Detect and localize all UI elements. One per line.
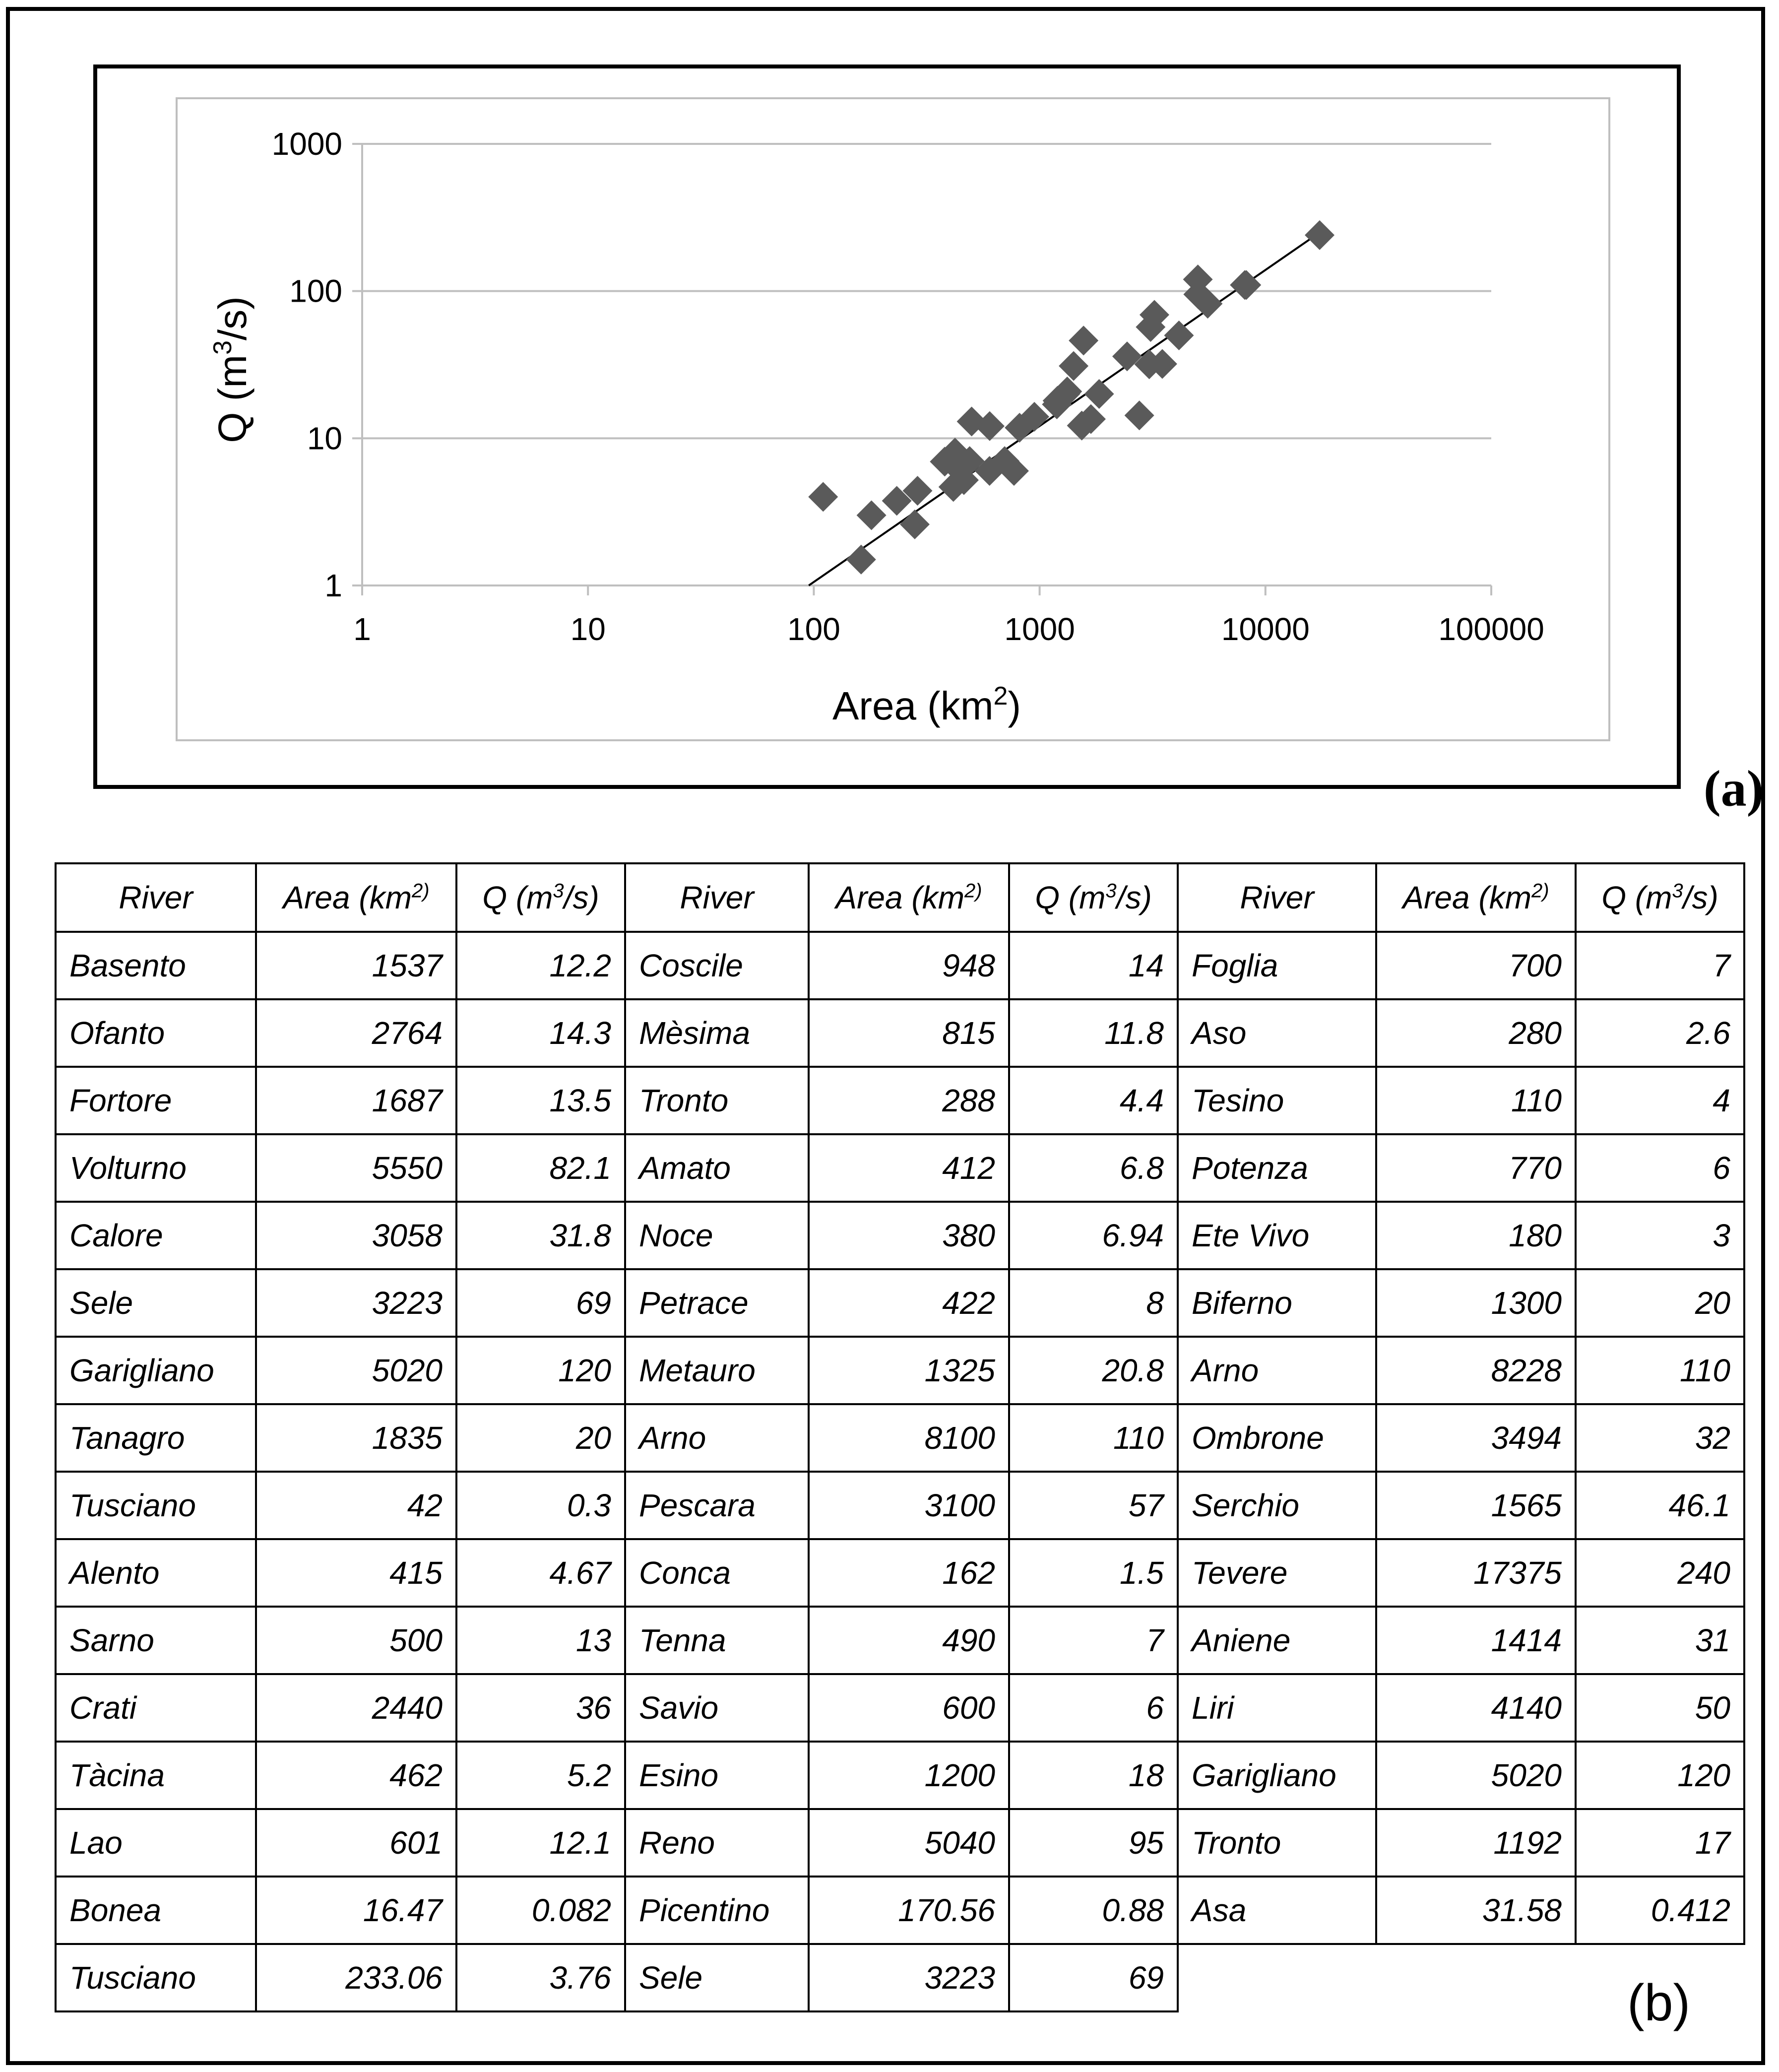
- river-name-cell: Calore: [56, 1202, 256, 1269]
- q-cell: 110: [1009, 1404, 1178, 1472]
- q-cell: 6: [1009, 1674, 1178, 1742]
- area-cell: 3058: [256, 1202, 456, 1269]
- area-cell: 815: [809, 999, 1009, 1067]
- q-cell: 6.94: [1009, 1202, 1178, 1269]
- table-row: [56, 1134, 1744, 1202]
- q-cell: 0.412: [1576, 1877, 1744, 1944]
- table-row: [56, 1269, 1744, 1337]
- q-cell: 12.2: [456, 932, 625, 999]
- river-name-cell: Picentino: [625, 1877, 809, 1944]
- table-row: [56, 1472, 1744, 1539]
- q-cell: 95: [1009, 1809, 1178, 1877]
- x-tick-label-1: 1: [353, 611, 371, 647]
- q-cell: 17: [1576, 1809, 1744, 1877]
- river-name-cell: Arno: [1178, 1337, 1376, 1404]
- table-row: [56, 1742, 1744, 1809]
- river-name-cell: Fortore: [56, 1067, 256, 1134]
- q-cell: 6: [1576, 1134, 1744, 1202]
- table-row: [56, 932, 1744, 999]
- river-name-cell: Tenna: [625, 1607, 809, 1674]
- river-name-cell: Lao: [56, 1809, 256, 1877]
- area-cell: 1565: [1376, 1472, 1576, 1539]
- y-tick-label-1000: 1000: [271, 126, 342, 162]
- area-cell: 3223: [256, 1269, 456, 1337]
- river-name-cell: Sele: [56, 1269, 256, 1337]
- river-name-cell: Metauro: [625, 1337, 809, 1404]
- area-cell: 500: [256, 1607, 456, 1674]
- area-cell: 380: [809, 1202, 1009, 1269]
- river-name-cell: Tesino: [1178, 1067, 1376, 1134]
- area-cell: 770: [1376, 1134, 1576, 1202]
- area-cell: 948: [809, 932, 1009, 999]
- header-area: Area ($km^{2)}$: [809, 863, 1009, 932]
- q-cell: 20: [456, 1404, 625, 1472]
- river-name-cell: Tronto: [625, 1067, 809, 1134]
- area-cell: 1687: [256, 1067, 456, 1134]
- table-row: [56, 1674, 1744, 1742]
- header-river: River: [1178, 863, 1376, 932]
- table-header-row: [56, 863, 1744, 932]
- area-cell: 31.58: [1376, 1877, 1576, 1944]
- river-name-cell: Coscile: [625, 932, 809, 999]
- river-name-cell: Mèsima: [625, 999, 809, 1067]
- area-cell: 2764: [256, 999, 456, 1067]
- river-name-cell: Asa: [1178, 1877, 1376, 1944]
- area-cell: 180: [1376, 1202, 1576, 1269]
- river-name-cell: Tàcina: [56, 1742, 256, 1809]
- area-cell: 1200: [809, 1742, 1009, 1809]
- q-cell: 8: [1009, 1269, 1178, 1337]
- table-row: [56, 1202, 1744, 1269]
- data-point-25: [1069, 325, 1098, 355]
- area-cell: 5020: [256, 1337, 456, 1404]
- x-axis-title: Area $(km^2)$: [832, 682, 1021, 728]
- river-name-cell: Alento: [56, 1539, 256, 1607]
- river-name-cell: Basento: [56, 932, 256, 999]
- river-name-cell: Sarno: [56, 1607, 256, 1674]
- data-point-3: [1125, 400, 1154, 430]
- area-cell: 412: [809, 1134, 1009, 1202]
- header-q: Q $(m^3/s)$: [1009, 863, 1178, 932]
- area-cell: 2440: [256, 1674, 456, 1742]
- area-cell: 110: [1376, 1067, 1576, 1134]
- data-point-8: [808, 482, 838, 512]
- q-cell: 4.67: [456, 1539, 625, 1607]
- area-cell: 280: [1376, 999, 1576, 1067]
- river-name-cell: Reno: [625, 1809, 809, 1877]
- y-tick-label-1: 1: [324, 568, 342, 603]
- panel-label-a: (a): [1704, 760, 1764, 817]
- q-cell: 0.082: [456, 1877, 625, 1944]
- header-q: Q $(m^3/s)$: [1576, 863, 1744, 932]
- q-cell: 7: [1576, 932, 1744, 999]
- q-cell: 32: [1576, 1404, 1744, 1472]
- data-point-34: [1164, 321, 1194, 350]
- river-name-cell: Pescara: [625, 1472, 809, 1539]
- area-cell: 288: [809, 1067, 1009, 1134]
- river-name-cell: Sele: [625, 1944, 809, 2011]
- river-name-cell: Crati: [56, 1674, 256, 1742]
- river-name-cell: Volturno: [56, 1134, 256, 1202]
- area-cell: 1192: [1376, 1809, 1576, 1877]
- x-tick-label-10000: 10000: [1221, 611, 1310, 647]
- area-cell: 1414: [1376, 1607, 1576, 1674]
- river-name-cell: Garigliano: [1178, 1742, 1376, 1809]
- table-row: [56, 1877, 1744, 1944]
- area-cell: 1537: [256, 932, 456, 999]
- river-name-cell: Tevere: [1178, 1539, 1376, 1607]
- river-name-cell: Conca: [625, 1539, 809, 1607]
- area-cell: 3100: [809, 1472, 1009, 1539]
- x-tick-label-100: 100: [787, 611, 840, 647]
- area-cell: 17375: [1376, 1539, 1576, 1607]
- q-cell: 4.4: [1009, 1067, 1178, 1134]
- q-cell: 18: [1009, 1742, 1178, 1809]
- q-cell: 7: [1009, 1607, 1178, 1674]
- q-cell: 14: [1009, 932, 1178, 999]
- q-cell: 46.1: [1576, 1472, 1744, 1539]
- river-name-cell: Ete Vivo: [1178, 1202, 1376, 1269]
- river-name-cell: Aniene: [1178, 1607, 1376, 1674]
- q-cell: 13: [456, 1607, 625, 1674]
- river-name-cell: Ofanto: [56, 999, 256, 1067]
- x-tick-label-100000: 100000: [1438, 611, 1544, 647]
- table-row: [56, 1809, 1744, 1877]
- area-cell: 1300: [1376, 1269, 1576, 1337]
- q-cell: 240: [1576, 1539, 1744, 1607]
- q-cell: 120: [1576, 1742, 1744, 1809]
- data-point-27: [846, 545, 876, 575]
- area-cell: 1835: [256, 1404, 456, 1472]
- data-point-28: [1305, 220, 1334, 250]
- area-cell: 4140: [1376, 1674, 1576, 1742]
- river-name-cell: Tusciano: [56, 1944, 256, 2011]
- q-cell: 82.1: [456, 1134, 625, 1202]
- y-tick-label-10: 10: [307, 420, 342, 456]
- data-point-5: [900, 510, 930, 539]
- river-data-table: [55, 862, 1745, 2012]
- chart-panel: [93, 65, 1764, 817]
- area-cell: 600: [809, 1674, 1009, 1742]
- river-name-cell: Ombrone: [1178, 1404, 1376, 1472]
- river-name-cell: Esino: [625, 1742, 809, 1809]
- x-tick-label-10: 10: [570, 611, 606, 647]
- y-tick-label-100: 100: [289, 273, 342, 309]
- q-cell: 12.1: [456, 1809, 625, 1877]
- area-cell: 700: [1376, 932, 1576, 999]
- river-name-cell: Potenza: [1178, 1134, 1376, 1202]
- x-tick-label-1000: 1000: [1004, 611, 1075, 647]
- scatter-chart: [97, 68, 1677, 785]
- q-cell: 31: [1576, 1607, 1744, 1674]
- q-cell: 50: [1576, 1674, 1744, 1742]
- data-point-22: [1230, 270, 1260, 300]
- q-cell: 2.6: [1576, 999, 1744, 1067]
- q-cell: 11.8: [1009, 999, 1178, 1067]
- q-cell: 0.88: [1009, 1877, 1178, 1944]
- river-name-cell: Amato: [625, 1134, 809, 1202]
- area-cell: 5020: [1376, 1742, 1576, 1809]
- header-area: Area ($km^{2)}$: [256, 863, 456, 932]
- header-area: Area ($km^{2)}$: [1376, 863, 1576, 932]
- q-cell: 5.2: [456, 1742, 625, 1809]
- data-point-21: [1084, 379, 1114, 409]
- river-name-cell: Tusciano: [56, 1472, 256, 1539]
- area-cell: 42: [256, 1472, 456, 1539]
- river-name-cell: Serchio: [1178, 1472, 1376, 1539]
- q-cell: 3.76: [456, 1944, 625, 2011]
- river-name-cell: Foglia: [1178, 932, 1376, 999]
- area-cell: 16.47: [256, 1877, 456, 1944]
- area-cell: 3223: [809, 1944, 1009, 2011]
- area-cell: 601: [256, 1809, 456, 1877]
- q-cell: 110: [1576, 1337, 1744, 1404]
- q-cell: 120: [456, 1337, 625, 1404]
- river-name-cell: Garigliano: [56, 1337, 256, 1404]
- area-cell: 8228: [1376, 1337, 1576, 1404]
- q-cell: 69: [456, 1269, 625, 1337]
- river-name-cell: Savio: [625, 1674, 809, 1742]
- area-cell: 233.06: [256, 1944, 456, 2011]
- river-name-cell: Bonea: [56, 1877, 256, 1944]
- table-row: [56, 1404, 1744, 1472]
- q-cell: 31.8: [456, 1202, 625, 1269]
- river-name-cell: Tronto: [1178, 1809, 1376, 1877]
- q-cell: 36: [456, 1674, 625, 1742]
- area-cell: 490: [809, 1607, 1009, 1674]
- area-cell: 8100: [809, 1404, 1009, 1472]
- table-row: [56, 1944, 1744, 2011]
- header-river: River: [625, 863, 809, 932]
- table-row: [56, 1607, 1744, 1674]
- q-cell: 57: [1009, 1472, 1178, 1539]
- river-name-cell: Aso: [1178, 999, 1376, 1067]
- chart-area-border: [177, 98, 1609, 740]
- q-cell: 0.3: [456, 1472, 625, 1539]
- q-cell: 20.8: [1009, 1337, 1178, 1404]
- area-cell: 462: [256, 1742, 456, 1809]
- q-cell: 69: [1009, 1944, 1178, 2011]
- river-name-cell: Liri: [1178, 1674, 1376, 1742]
- table-row: [56, 1337, 1744, 1404]
- river-name-cell: Tanagro: [56, 1404, 256, 1472]
- q-cell: 4: [1576, 1067, 1744, 1134]
- data-point-14: [857, 500, 887, 530]
- area-cell: 5040: [809, 1809, 1009, 1877]
- q-cell: 3: [1576, 1202, 1744, 1269]
- table-row: [56, 1539, 1744, 1607]
- header-q: Q $(m^3/s)$: [456, 863, 625, 932]
- q-cell: 20: [1576, 1269, 1744, 1337]
- area-cell: 3494: [1376, 1404, 1576, 1472]
- river-name-cell: Noce: [625, 1202, 809, 1269]
- river-name-cell: Biferno: [1178, 1269, 1376, 1337]
- area-cell: 415: [256, 1539, 456, 1607]
- q-cell: 14.3: [456, 999, 625, 1067]
- area-cell: 422: [809, 1269, 1009, 1337]
- q-cell: 13.5: [456, 1067, 625, 1134]
- q-cell: 6.8: [1009, 1134, 1178, 1202]
- table-row: [56, 1067, 1744, 1134]
- panel-label-b: (b): [1627, 1974, 1691, 2032]
- area-cell: 170.56: [809, 1877, 1009, 1944]
- area-cell: 5550: [256, 1134, 456, 1202]
- river-name-cell: Petrace: [625, 1269, 809, 1337]
- y-axis-title: Q $(m^3/s)$: [208, 296, 254, 443]
- area-cell: 1325: [809, 1337, 1009, 1404]
- river-name-cell: Arno: [625, 1404, 809, 1472]
- header-river: River: [56, 863, 256, 932]
- table-row: [56, 999, 1744, 1067]
- area-cell: 162: [809, 1539, 1009, 1607]
- q-cell: 1.5: [1009, 1539, 1178, 1607]
- data-point-31: [1059, 351, 1088, 381]
